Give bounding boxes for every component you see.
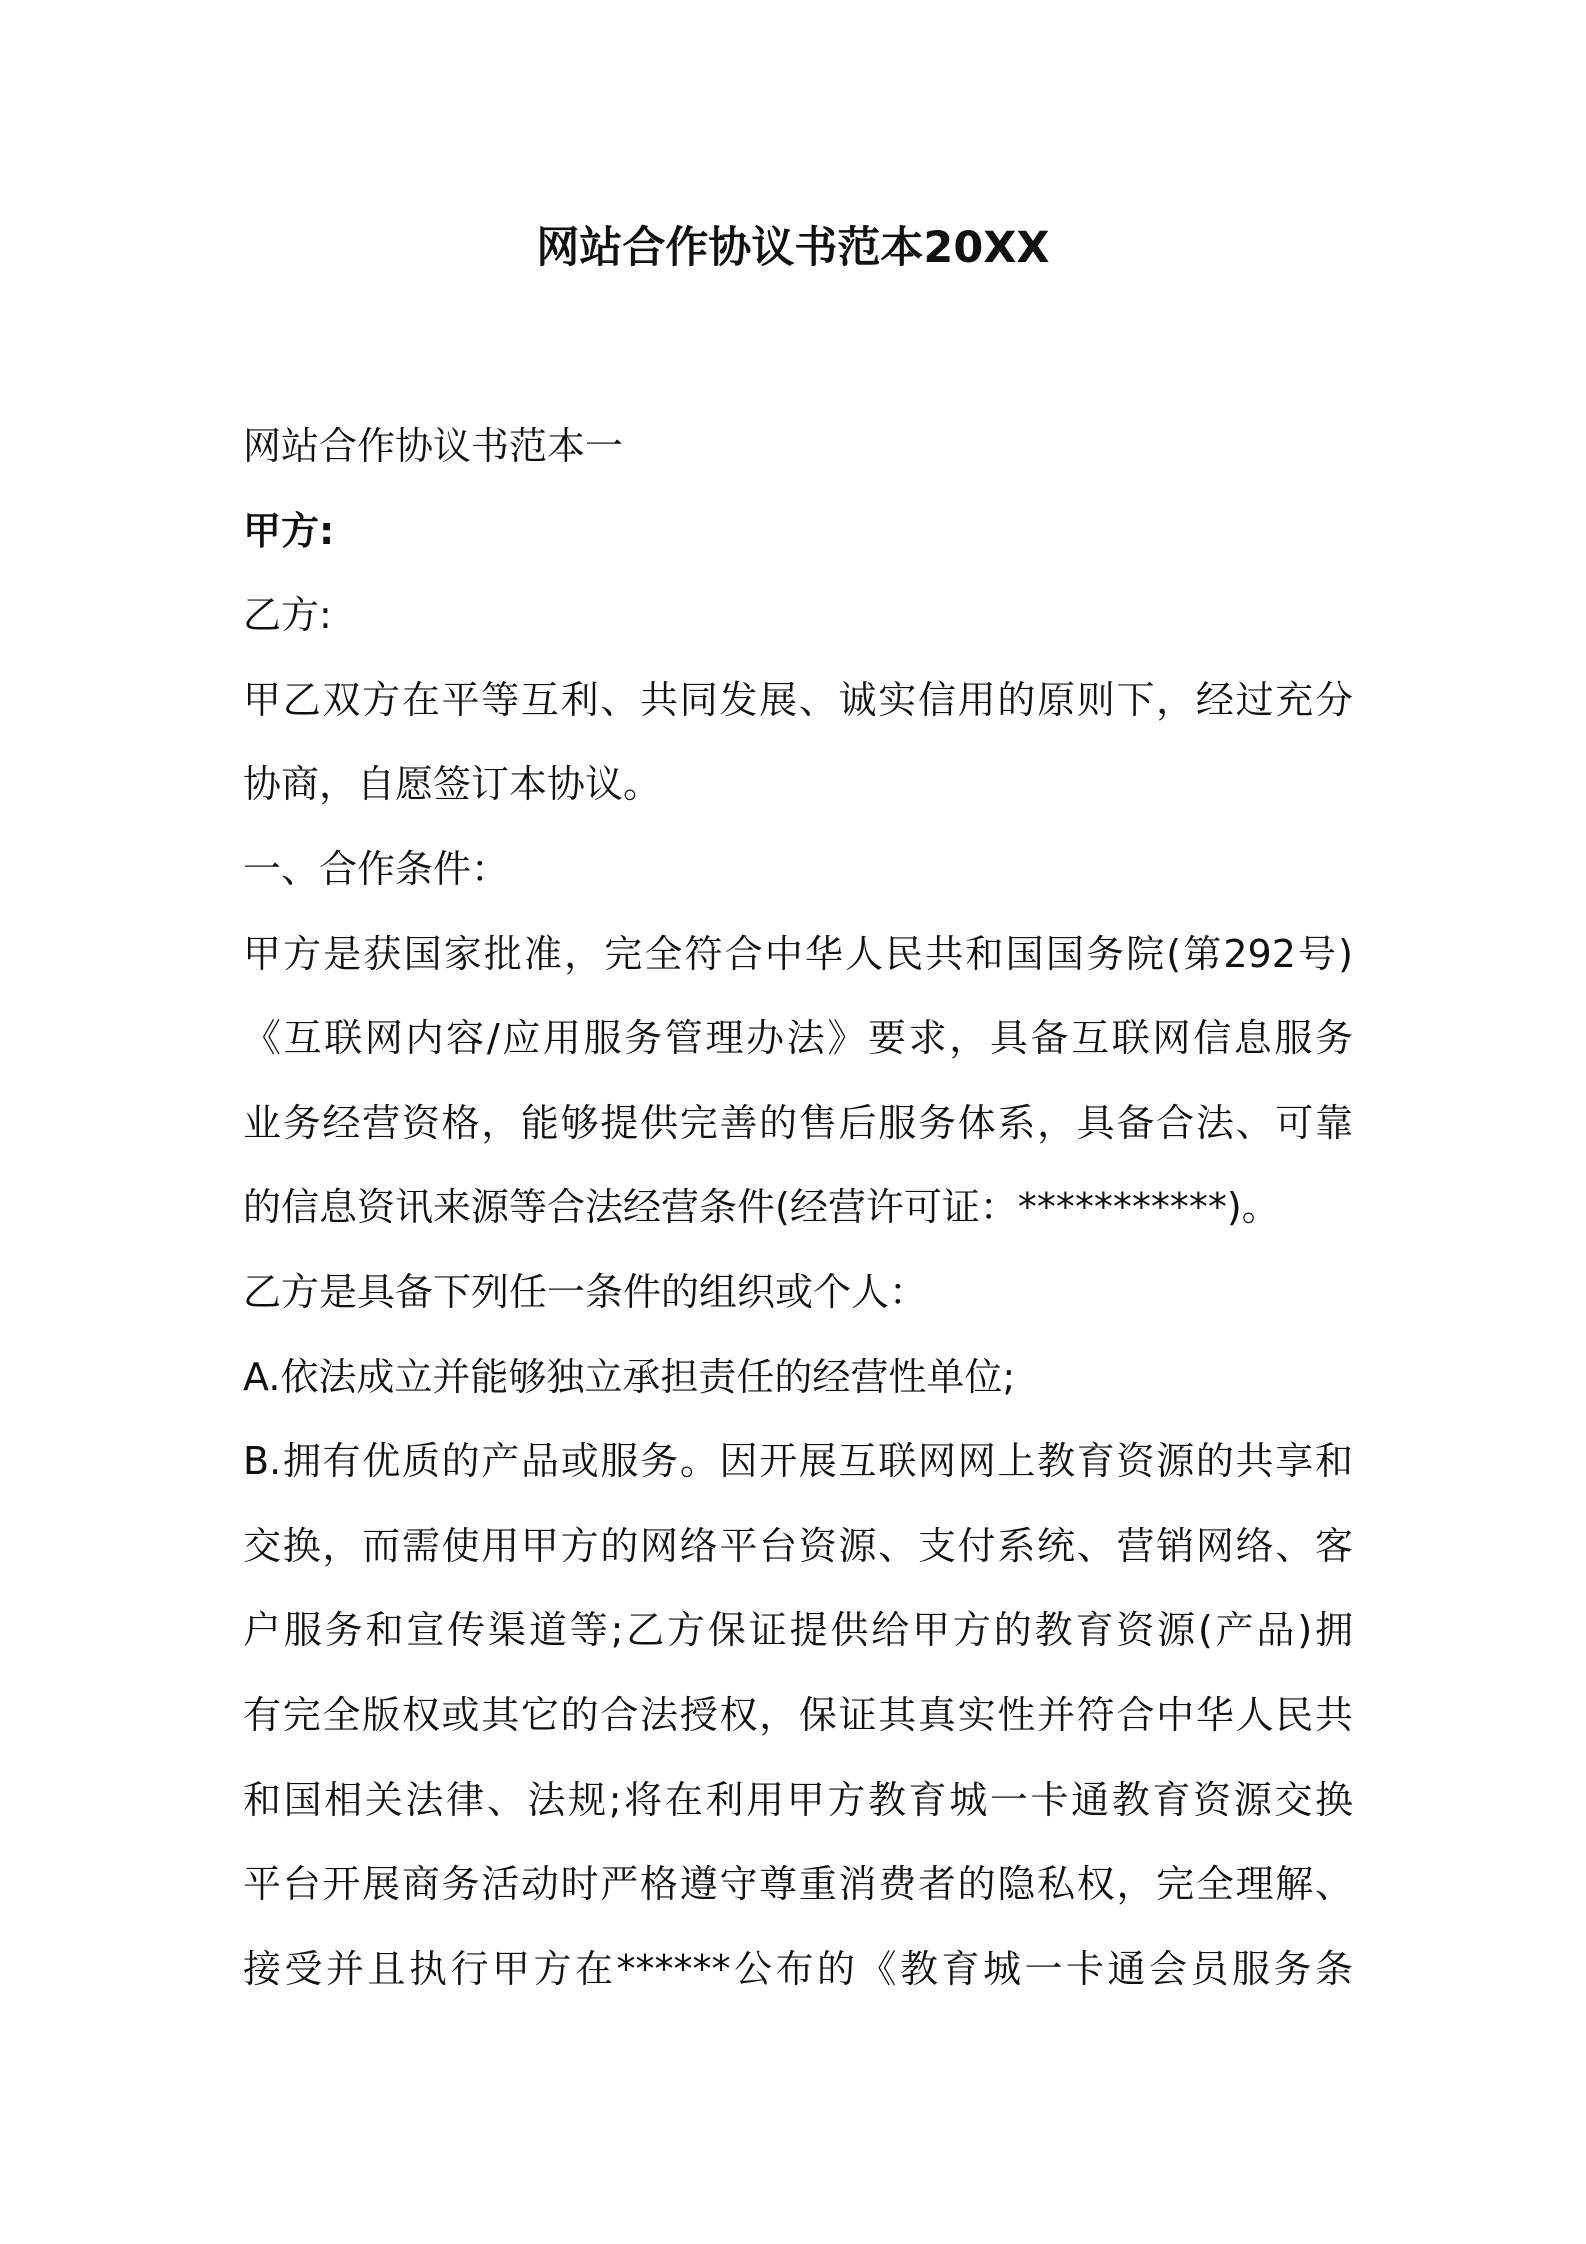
paragraph-line: 甲乙双方在平等互利、共同发展、诚实信用的原则下，经过充分 [243,677,1353,722]
paragraph-line: 接受并且执行甲方在******公布的《教育城一卡通会员服务条 [243,1946,1353,1991]
paragraph-line: 交换，而需使用甲方的网络平台资源、支付系统、营销网络、客 [243,1523,1353,1568]
paragraph-line: 《互联网内容/应用服务管理办法》要求，具备互联网信息服务 [243,1016,1353,1061]
paragraph-line: 平台开展商务活动时严格遵守尊重消费者的隐私权，完全理解、 [243,1862,1353,1907]
document-title: 网站合作协议书范本20XX [536,223,1050,273]
subtitle-line: 网站合作协议书范本一 [243,424,624,468]
paragraph-line: 的信息资讯来源等合法经营条件(经营许可证：***********)。 [243,1185,1280,1230]
paragraph-line: 业务经营资格，能够提供完善的售后服务体系，具备合法、可靠 [243,1100,1353,1145]
paragraph-line: 户服务和宣传渠道等;乙方保证提供给甲方的教育资源(产品)拥 [243,1608,1353,1653]
list-item-a: A.依法成立并能够独立承担责任的经营性单位; [243,1354,1016,1399]
paragraph-line: 协商，自愿签订本协议。 [243,762,662,807]
party-b-line: 乙方: [243,593,332,638]
paragraph-line: 和国相关法律、法规;将在利用甲方教育城一卡通教育资源交换 [243,1777,1353,1822]
document-body [243,404,1353,2011]
paragraph-line: 乙方是具备下列任一条件的组织或个人： [243,1269,928,1314]
list-item-b: B.拥有优质的产品或服务。因开展互联网网上教育资源的共享和 [243,1439,1353,1484]
section-heading: 一、合作条件： [243,846,510,891]
party-a-line: 甲方: [243,508,335,553]
paragraph-line: 甲方是获国家批准，完全符合中华人民共和国国务院(第292号) [243,931,1353,976]
paragraph-line: 有完全版权或其它的合法授权，保证其真实性并符合中华人民共 [243,1692,1353,1737]
